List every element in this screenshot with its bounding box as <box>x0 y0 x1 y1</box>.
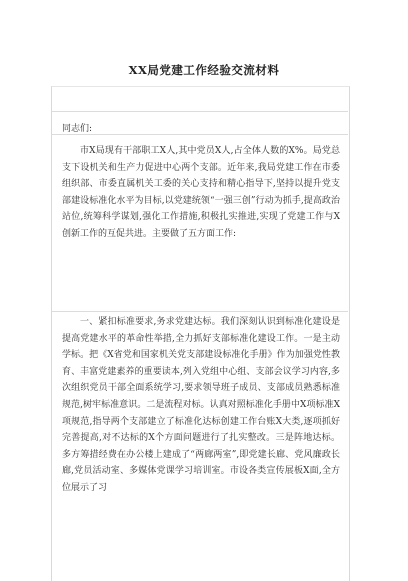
paragraph-divider <box>51 311 348 312</box>
paragraph-text: 一、紧扣标准要求,务求党建达标。我们深刻认识到标准化建设是提高党建水平的革命性举措,全力抓好支部标准化建设工作。一是主动学标。把《X省党和国家机关党支部建设标准化手册》作为加强党性教育、丰富党建素养的重要读本,列入党组中心组、支部会议学习内容,多次组织党员干部全面系统学习,要求领导班子成员、支部成员熟悉标准规范,树牢标准意识。二是流程对标。认真对照标准化手册中X项标准X项规范,指导两个支部建立了标准化达标创建工作台账X大类,逐项抓好完善提高,对不达标的X个方面问题进行了扎实整改。三是阵地达标。多方筹措经费在办公楼上建成了“两廊两室”,即党建长廊、党风廉政长廊,党员活动室、多媒体党课学习培训室。市设各类宣传展板X面,全方位展示了习 <box>62 317 340 493</box>
paragraph-text: 市X局现有干部职工X人,其中党员X人,占全体人数的X%。局党总支下设机关和生产力促进中心两个支部。近年来,我局党建工作在市委组织部、市委直属机关工委的关心支持和精心指导下,坚持以提升党支部建设标准化水平为目标,以党建统领“一强三创”行动为抓手,提高政治站位,统筹科学谋划,强化工作措施,积极扎实推进,实现了党建工作与X创新工作的互促共进。主要做了五方面工作: <box>62 146 340 239</box>
document-title: XX局党建工作经验交流材料 <box>128 63 280 77</box>
body-paragraph-2 <box>62 314 340 497</box>
body-paragraph-1 <box>62 143 340 243</box>
greeting-row-border <box>51 111 348 135</box>
greeting-text: 同志们: <box>62 124 93 134</box>
